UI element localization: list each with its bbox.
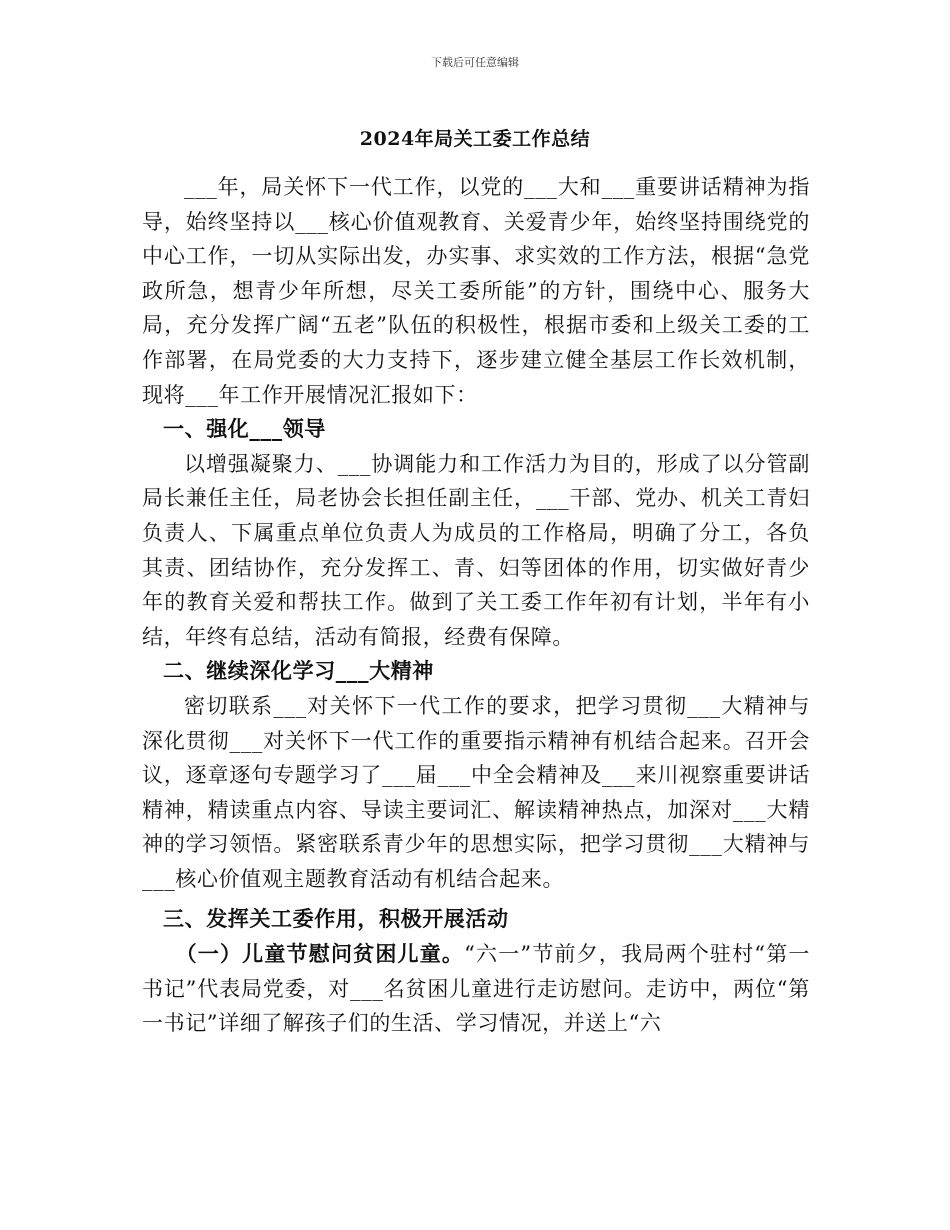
section3-sub1-paragraph [142,937,810,1041]
section3-heading: 三、发挥关工委作用，积极开展活动 [163,906,509,932]
section3-sub1-lead: （一）儿童节慰问贫困儿童。 [175,941,465,967]
document-title: 2024年局关工委工作总结 [359,128,591,150]
document-body [142,170,810,1041]
section2-heading: 二、继续深化学习___大精神 [163,658,434,684]
section1-paragraph: 以增强凝聚力、___协调能力和工作活力为目的，形成了以分管副局长兼任主任，局老协会长担任副主任，___干部、党办、机关工青妇负责人、下属重点单位负责人为成员的工作格局，明确了分工，各负其责、团结协作，充分发挥工、青、妇等团体的作用，切实做好青少年的教育关爱和帮扶工作。做到了关工委工作年初有计划，半年有小结，年终有总结，活动有简报，经费有保障。 [142,451,810,649]
intro-paragraph: ___年，局关怀下一代工作，以党的___大和___重要讲话精神为指导，始终坚持以___核心价值观教育、关爱青少年，始终坚持围绕党的中心工作，一切从实际出发，办实事、求实效的工作方法，根据“急党政所急，想青少年所想，尽关工委所能”的方针，围绕中心、服务大局，充分发挥广阔“五老”队伍的积极性，根据市委和上级关工委的工作部署，在局党委的大力支持下，逐步建立健全基层工作长效机制，现将___年工作开展情况汇报如下： [142,175,810,407]
section1-heading: 一、强化___领导 [163,416,326,442]
section2-paragraph: 密切联系___对关怀下一代工作的要求，把学习贯彻___大精神与深化贯彻___对关怀下一代工作的重要指示精神有机结合起来。召开会议，逐章逐句专题学习了___届___中全会精神及___来川视察重要讲话精神，精读重点内容、导读主要词汇、解读精神热点，加深对___大精神的学习领悟。紧密联系青少年的思想实际，把学习贯彻___大精神与___核心价值观主题教育活动有机结合起来。 [142,693,810,891]
page-header-note: 下载后可任意编辑 [431,56,519,69]
section3-sub1-text: “六一”节前夕，我局两个驻村“第一书记”代表局党委，对___名贫困儿童进行走访慰问。走访中，两位“第一书记”详细了解孩子们的生活、学习情况，并送上“六 [142,942,810,1036]
